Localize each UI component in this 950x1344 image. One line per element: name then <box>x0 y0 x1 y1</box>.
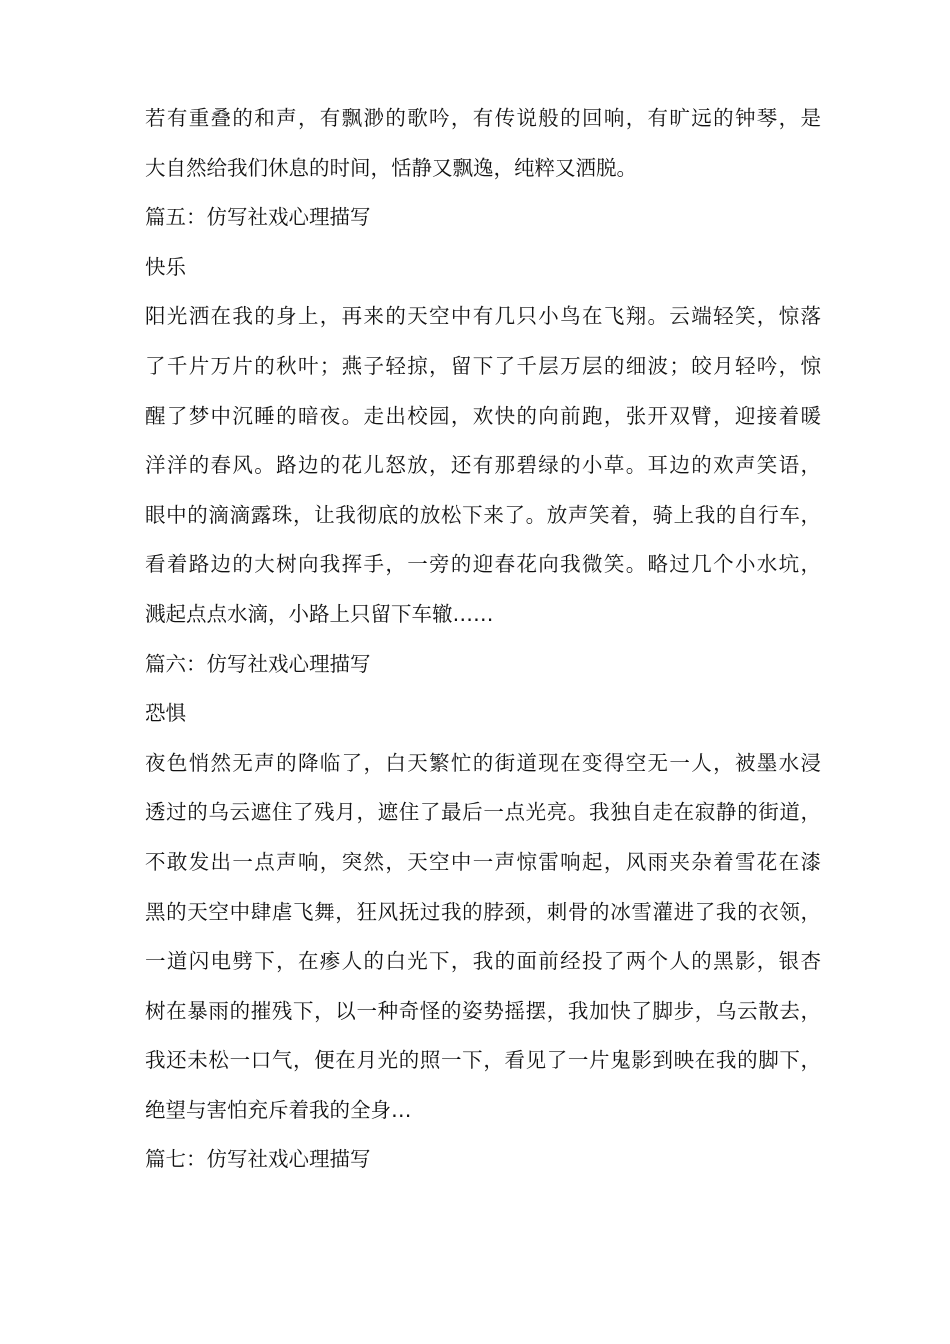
paragraph-line: 夜色悄然无声的降临了，白天繁忙的街道现在变得空无一人，被墨水浸 <box>145 750 821 775</box>
section-heading: 篇六：仿写社戏心理描写 <box>145 651 371 676</box>
paragraph-line: 醒了梦中沉睡的暗夜。走出校园，欢快的向前跑，张开双臂，迎接着暖 <box>145 403 821 428</box>
section-heading: 篇七：仿写社戏心理描写 <box>145 1147 371 1172</box>
paragraph-line: 若有重叠的和声，有飘渺的歌吟，有传说般的回响，有旷远的钟琴，是 <box>145 106 821 130</box>
paragraph-line: 黑的天空中肆虐飞舞，狂风抚过我的脖颈，刺骨的冰雪灌进了我的衣领， <box>145 899 821 924</box>
paragraph-line: 洋洋的春风。路边的花儿怒放，还有那碧绿的小草。耳边的欢声笑语， <box>145 453 821 478</box>
paragraph-line: 大自然给我们休息的时间，恬静又飘逸，纯粹又洒脱。 <box>145 155 637 180</box>
paragraph-line: 看着路边的大树向我挥手，一旁的迎春花向我微笑。略过几个小水坑， <box>145 552 821 577</box>
section-subtitle: 快乐 <box>145 254 186 279</box>
paragraph-line: 眼中的滴滴露珠，让我彻底的放松下来了。放声笑着，骑上我的自行车， <box>145 502 821 527</box>
section-heading: 篇五：仿写社戏心理描写 <box>145 205 371 230</box>
document-body <box>145 94 821 1185</box>
paragraph-line: 不敢发出一点声响，突然，天空中一声惊雷响起，风雨夹杂着雪花在漆 <box>145 849 821 874</box>
paragraph-line: 绝望与害怕充斥着我的全身… <box>145 1097 412 1122</box>
paragraph-line: 阳光洒在我的身上，再来的天空中有几只小鸟在飞翔。云端轻笑，惊落 <box>145 304 821 329</box>
paragraph-line: 我还未松一口气，便在月光的照一下，看见了一片鬼影到映在我的脚下， <box>145 1048 821 1073</box>
paragraph-line: 一道闪电劈下，在瘆人的白光下，我的面前经投了两个人的黑影，银杏 <box>145 949 821 974</box>
paragraph-line: 树在暴雨的摧残下，以一种奇怪的姿势摇摆，我加快了脚步，乌云散去， <box>145 998 821 1023</box>
paragraph-line: 透过的乌云遮住了残月，遮住了最后一点光亮。我独自走在寂静的街道， <box>145 800 821 825</box>
section-subtitle: 恐惧 <box>145 701 186 726</box>
paragraph-line: 了千片万片的秋叶；燕子轻掠，留下了千层万层的细波；皎月轻吟，惊 <box>145 353 821 378</box>
paragraph-line: 溅起点点水滴，小路上只留下车辙…… <box>145 601 494 626</box>
